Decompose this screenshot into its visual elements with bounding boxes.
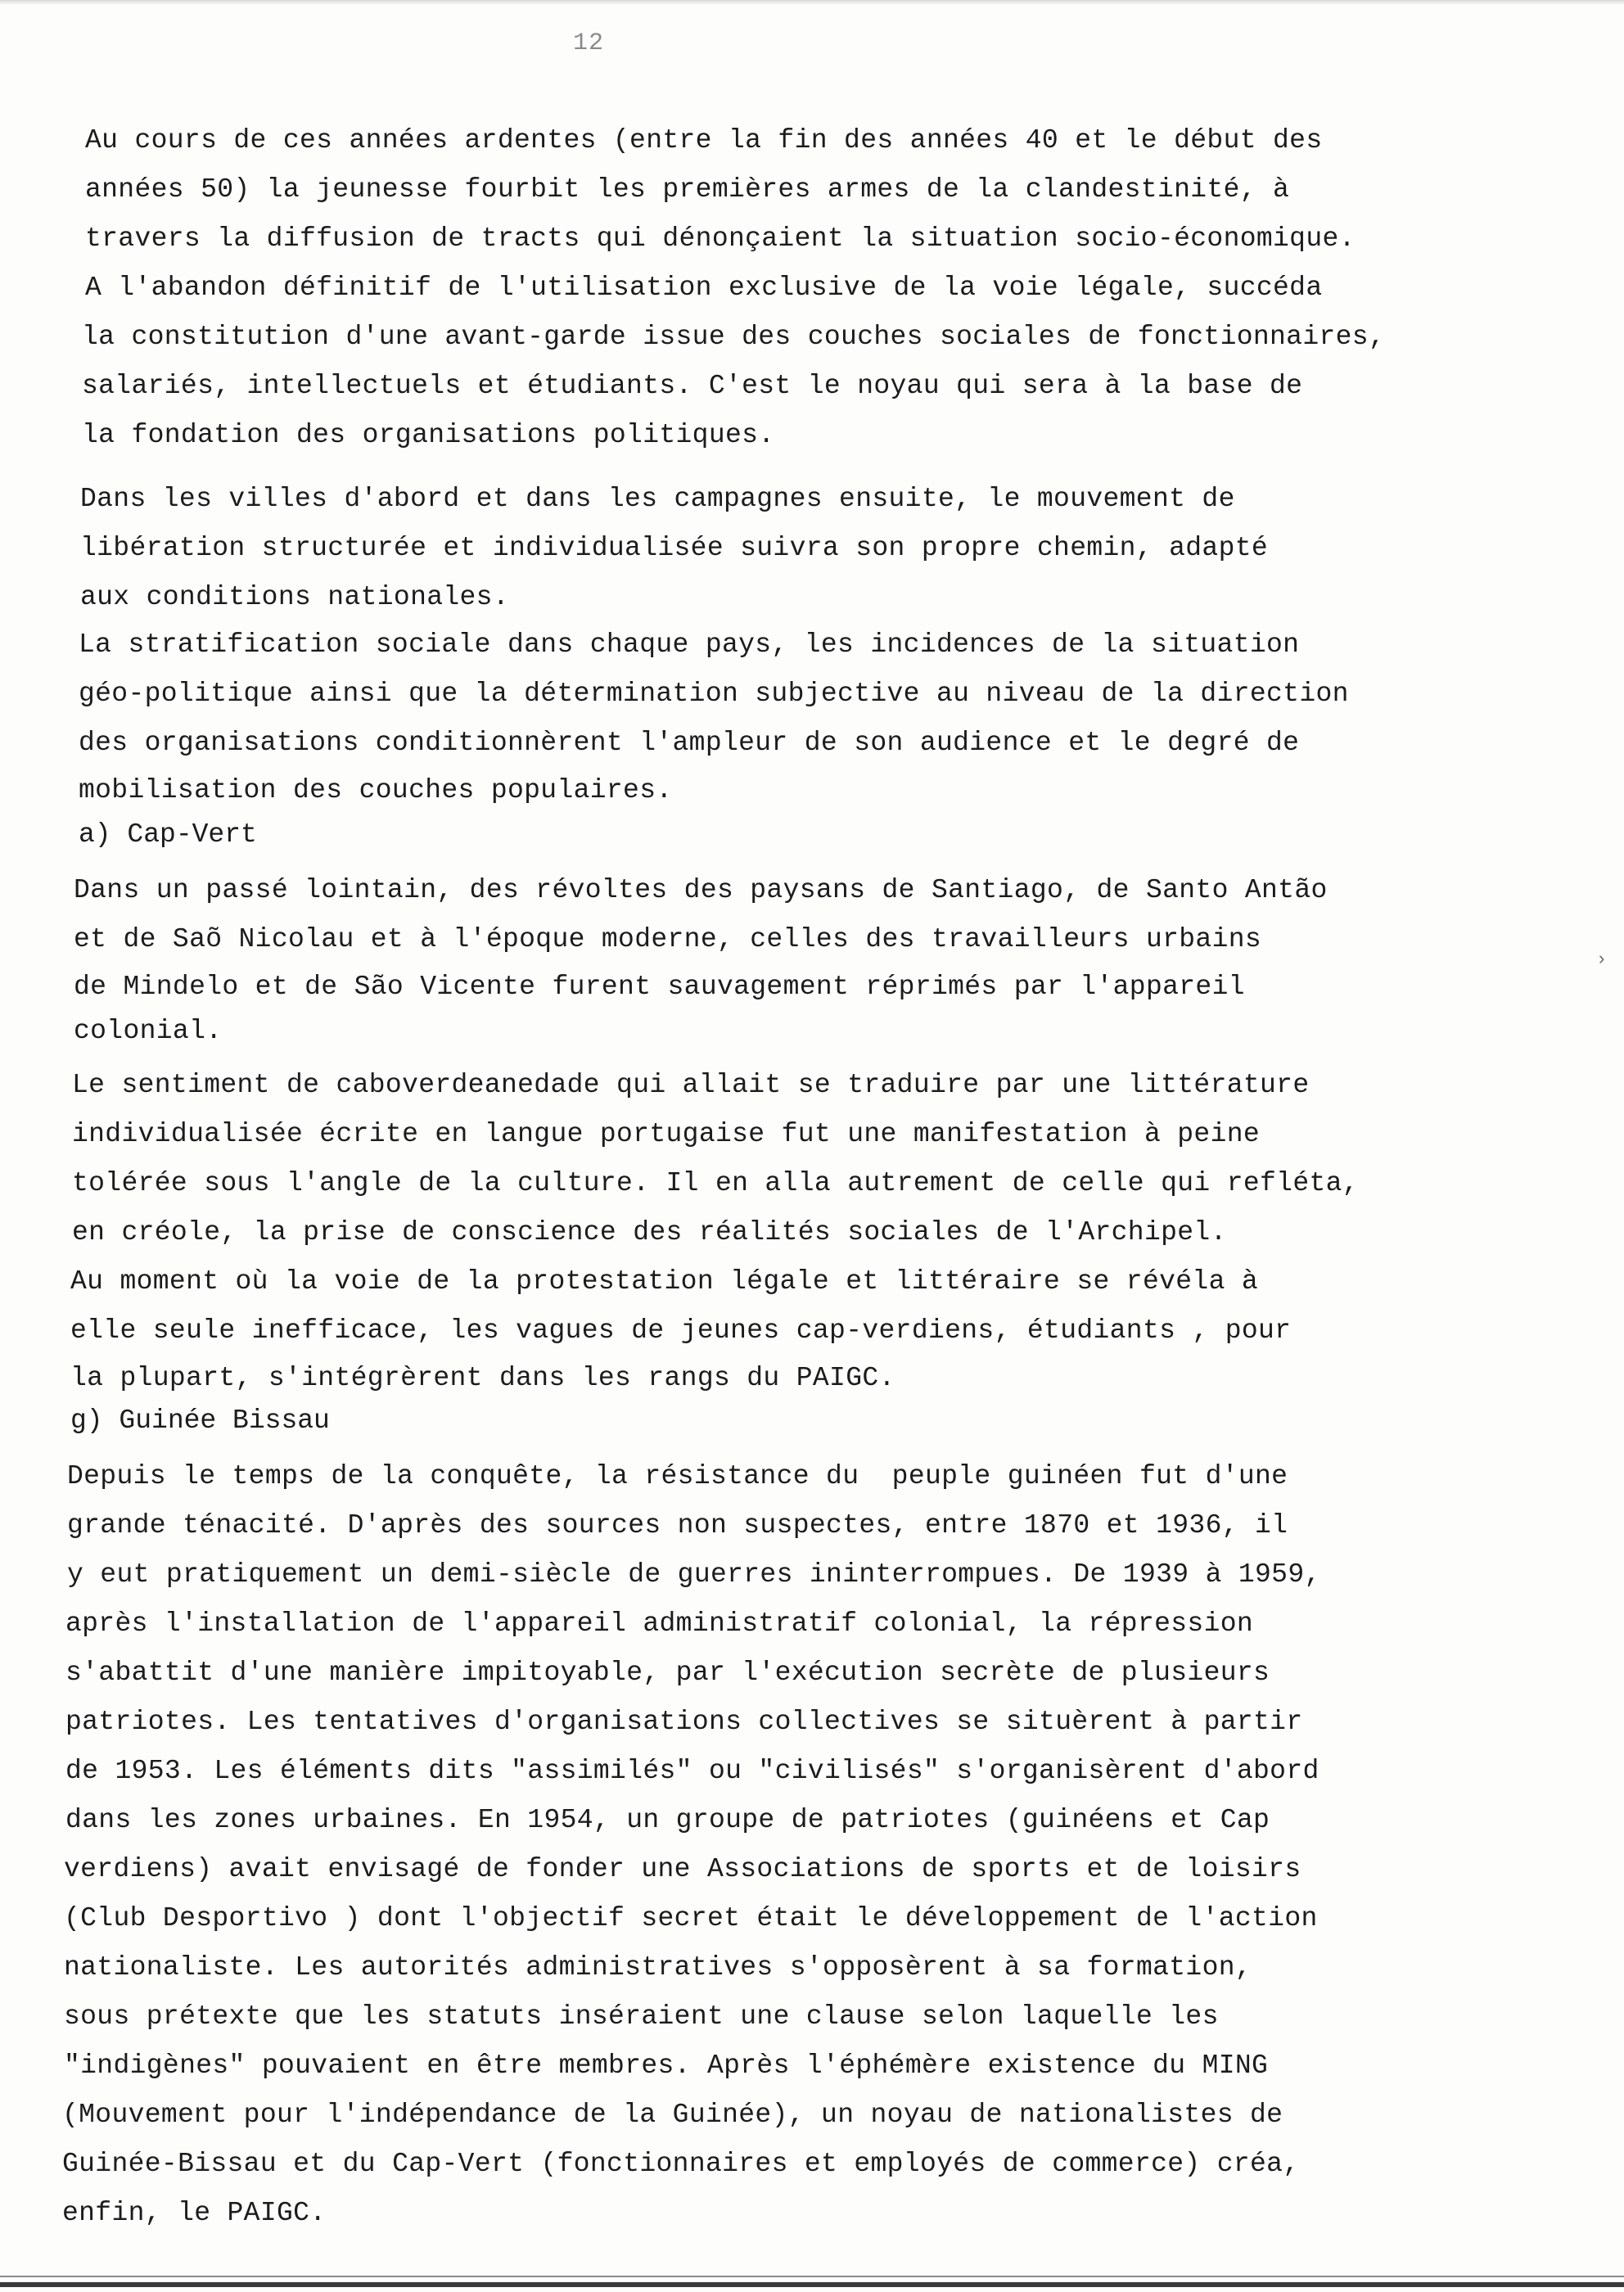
text-line: colonial. [74, 1016, 223, 1046]
text-line: de 1953. Les éléments dits "assimilés" ou "civilisés" s'organisèrent d'abord [65, 1756, 1320, 1786]
text-line: salariés, intellectuels et étudiants. C'est le noyau qui sera à la base de [82, 371, 1303, 401]
text-line: aux conditions nationales. [80, 582, 509, 612]
text-line: de Mindelo et de São Vicente furent sauvagement réprimés par l'appareil [74, 972, 1245, 1002]
text-line: grande ténacité. D'après des sources non suspectes, entre 1870 et 1936, il [67, 1510, 1288, 1541]
text-line: individualisée écrite en langue portugaise fut une manifestation à peine [72, 1119, 1261, 1149]
text-line: s'abattit d'une manière impitoyable, par l'exécution secrète de plusieurs [65, 1658, 1270, 1688]
scan-bottom-rule [0, 2282, 1624, 2287]
text-line: dans les zones urbaines. En 1954, un groupe de patriotes (guinéens et Cap [65, 1805, 1270, 1835]
text-line: Guinée-Bissau et du Cap-Vert (fonctionnaires et employés de commerce) créa, [62, 2149, 1300, 2179]
margin-mark: › [1596, 950, 1608, 970]
text-line: sous prétexte que les statuts inséraient une clause selon laquelle les [64, 2001, 1219, 2032]
text-line: en créole, la prise de conscience des réalités sociales de l'Archipel. [72, 1217, 1227, 1248]
text-line: la constitution d'une avant-garde issue des couches sociales de fonctionnaires, [82, 322, 1386, 352]
text-line: après l'installation de l'appareil administratif colonial, la répression [65, 1608, 1254, 1639]
text-line: nationaliste. Les autorités administratives s'opposèrent à sa formation, [64, 1952, 1252, 1983]
scan-bottom-rule-thin [0, 2276, 1624, 2277]
text-line: des organisations conditionnèrent l'ampleur de son audience et le degré de [79, 728, 1300, 758]
text-line: patriotes. Les tentatives d'organisations collectives se situèrent à partir [65, 1707, 1303, 1737]
text-line: libération structurée et individualisée suivra son propre chemin, adapté [80, 533, 1269, 563]
text-line: verdiens) avait envisagé de fonder une Associations de sports et de loisirs [64, 1854, 1301, 1884]
text-line: mobilisation des couches populaires. [79, 775, 673, 805]
text-line: Au cours de ces années ardentes (entre la fin des années 40 et le début des [85, 125, 1323, 156]
text-line: elle seule inefficace, les vagues de jeunes cap-verdiens, étudiants , pour [70, 1315, 1292, 1346]
section-heading-cap-vert: a) Cap-Vert [79, 819, 257, 850]
text-line: la plupart, s'intégrèrent dans les rangs du PAIGC. [70, 1363, 895, 1393]
text-line: enfin, le PAIGC. [62, 2198, 327, 2228]
text-line: A l'abandon définitif de l'utilisation exclusive de la voie légale, succéda [85, 273, 1323, 303]
section-heading-guinee-bissau: g) Guinée Bissau [70, 1405, 330, 1436]
text-line: géo-politique ainsi que la détermination subjective au niveau de la direction [79, 679, 1349, 709]
page-number: 12 [573, 29, 605, 57]
text-line: la fondation des organisations politiques. [82, 420, 775, 450]
text-line: tolérée sous l'angle de la culture. Il en alla autrement de celle qui refléta, [72, 1168, 1359, 1198]
text-line: (Mouvement pour l'indépendance de la Guinée), un noyau de nationalistes de [62, 2100, 1283, 2130]
text-line: Au moment où la voie de la protestation légale et littéraire se révéla à [70, 1266, 1259, 1297]
text-line: La stratification sociale dans chaque pays, les incidences de la situation [79, 629, 1300, 660]
text-line: Dans les villes d'abord et dans les campagnes ensuite, le mouvement de [80, 484, 1235, 514]
text-line: (Club Desportivo ) dont l'objectif secret était le développement de l'action [64, 1903, 1318, 1933]
text-line: travers la diffusion de tracts qui dénonçaient la situation socio-économique. [85, 223, 1356, 254]
text-line: y eut pratiquement un demi-siècle de guerres ininterrompues. De 1939 à 1959, [67, 1559, 1321, 1590]
text-line: "indigènes" pouvaient en être membres. Après l'éphémère existence du MING [64, 2051, 1269, 2081]
text-line: Dans un passé lointain, des révoltes des paysans de Santiago, de Santo Antão [74, 875, 1328, 905]
text-line: Depuis le temps de la conquête, la résistance du peuple guinéen fut d'une [67, 1461, 1288, 1491]
text-line: et de Saõ Nicolau et à l'époque moderne, celles des travailleurs urbains [74, 924, 1262, 954]
text-line: années 50) la jeunesse fourbit les premières armes de la clandestinité, à [85, 174, 1290, 205]
text-line: Le sentiment de caboverdeanedade qui allait se traduire par une littérature [72, 1070, 1310, 1100]
